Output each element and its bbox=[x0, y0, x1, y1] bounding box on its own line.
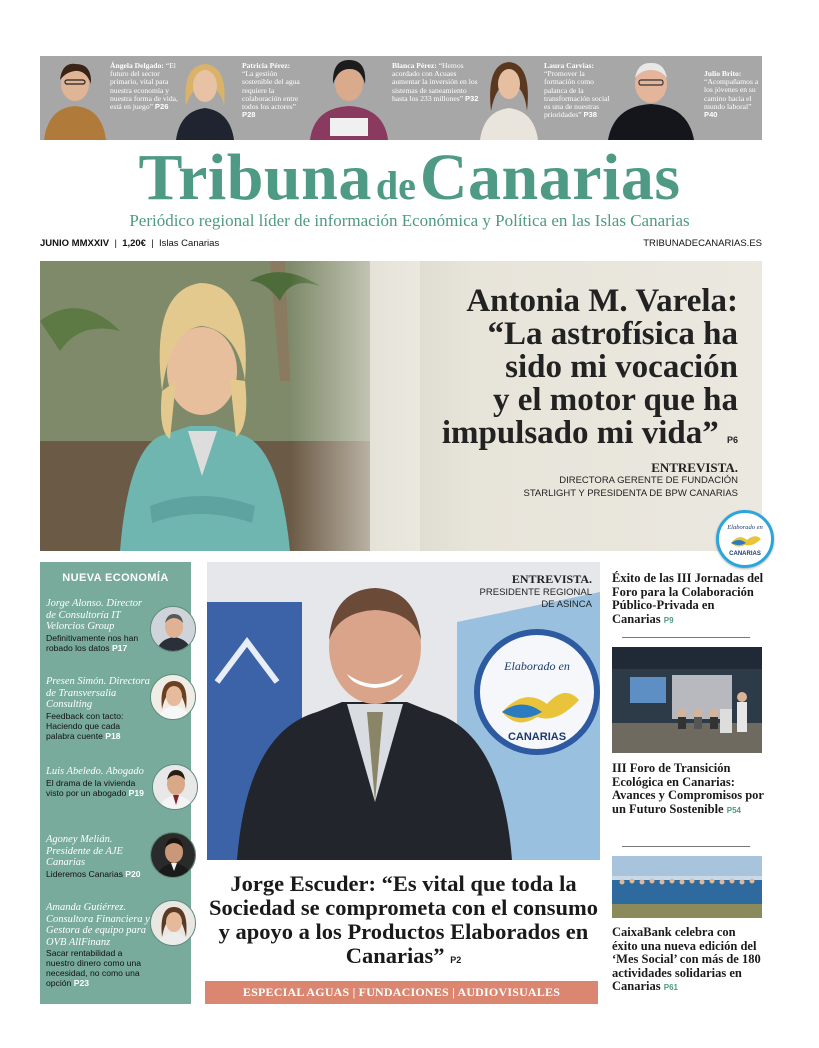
photo-logo-line1: Elaborado en bbox=[504, 659, 570, 673]
hero-headline-line-last bbox=[378, 417, 738, 457]
badge-line1: Elaborado en bbox=[727, 524, 763, 531]
sidebar-item-desc-text: Definitivamente nos han robado los datos bbox=[46, 632, 139, 653]
teaser-page: P26 bbox=[154, 102, 169, 112]
sidebar-item-presen-simon[interactable] bbox=[46, 676, 150, 741]
sidebar-item-page: P19 bbox=[128, 787, 144, 798]
teaser-name: Laura Carvias: bbox=[544, 61, 594, 70]
divider bbox=[622, 637, 750, 638]
sidebar-item-desc bbox=[46, 869, 150, 879]
avatar bbox=[150, 832, 196, 878]
sidebar-item-luis-abeledo[interactable] bbox=[46, 766, 150, 798]
teaser-photo-patricia-perez bbox=[170, 56, 240, 140]
sidebar-item-desc bbox=[46, 948, 150, 988]
sidebar-item-jorge-alonso[interactable] bbox=[46, 598, 150, 653]
sidebar-item-page: P18 bbox=[105, 730, 121, 741]
right-story-1[interactable] bbox=[612, 572, 764, 627]
hero-headline-line: Antonia M. Varela: bbox=[466, 283, 738, 319]
avatar bbox=[150, 900, 196, 946]
right-story-title: CaixaBank celebra con éxito una nueva edición del ‘Mes Social’ con más de 180 actividades solidarias en Canarias bbox=[612, 925, 761, 993]
teaser-quote: “Promover la formación como palanca de la transformación social es una de nuestras prioridades” bbox=[544, 69, 610, 120]
teaser-name: Julio Brito: bbox=[704, 69, 742, 78]
avatar-luis-abeledo bbox=[153, 765, 198, 810]
separator: | bbox=[151, 238, 154, 249]
sidebar-item-name: Presen Simón. Directora de Transversalia Consulting bbox=[46, 676, 150, 710]
sidebar-item-name: Jorge Alonso. Director de Consultoría IT Velorcios Group bbox=[46, 598, 143, 632]
masthead-tagline: Periódico regional líder de información Económica y Política en las Islas Canarias bbox=[129, 211, 690, 230]
hero-headline-line: sido mi vocación bbox=[505, 349, 738, 385]
right-story-page: P54 bbox=[726, 805, 741, 815]
right-story-3-photo[interactable] bbox=[612, 856, 762, 918]
masthead-word-de: de bbox=[375, 163, 416, 208]
separator: | bbox=[114, 238, 117, 249]
hero-story[interactable] bbox=[40, 261, 762, 551]
masthead-logo[interactable] bbox=[0, 140, 819, 214]
masthead-word-tribuna: Tribuna bbox=[138, 141, 372, 214]
teaser-quote: “Hemos acordado con Acuaes aumentar la inversión en los sistemas de saneamiento hasta los 233 millones” bbox=[392, 61, 478, 103]
sidebar-item-page: P17 bbox=[111, 642, 128, 653]
teaser-page: P28 bbox=[242, 110, 256, 120]
sidebar-item-amanda-gutierrez[interactable] bbox=[46, 902, 150, 988]
sidebar-item-page: P23 bbox=[73, 978, 90, 988]
main-story-headline[interactable] bbox=[207, 872, 600, 972]
sidebar-item-desc-text: Feedback con tacto: Haciendo que cada palabra cuente bbox=[46, 710, 124, 741]
sidebar-item-desc-text: Lideremos Canarias bbox=[46, 868, 123, 879]
teaser-quote: “El futuro del sector primario, vital para nuestra economía y nuestra forma de vida, está en juego” bbox=[110, 61, 178, 112]
badge-line2: CANARIAS bbox=[729, 551, 761, 557]
right-story-page: P9 bbox=[663, 615, 674, 625]
hero-headline-line: impulsado mi vida” bbox=[441, 415, 719, 451]
avatar bbox=[150, 606, 196, 652]
right-story-2-photo[interactable] bbox=[612, 647, 762, 753]
sidebar-item-page: P20 bbox=[125, 868, 141, 879]
masthead-word-canarias: Canarias bbox=[419, 141, 681, 214]
teaser-text-2[interactable] bbox=[242, 62, 308, 119]
teaser-photo-laura-carvias bbox=[474, 56, 544, 140]
right-story-title: III Foro de Transición Ecológica en Canarias: Avances y Compromisos por un Futuro Sostenible bbox=[612, 761, 764, 816]
photo-foro-transicion-ecologica bbox=[612, 647, 762, 753]
sidebar-heading: NUEVA ECONOMÍA bbox=[62, 572, 169, 584]
avatar-jorge-alonso bbox=[151, 607, 196, 652]
teaser-photo-julio-brito bbox=[606, 56, 696, 140]
top-teaser-strip bbox=[40, 56, 762, 140]
avatar-presen-simon bbox=[151, 675, 196, 720]
badge-logo-icon bbox=[719, 513, 771, 565]
sidebar-item-desc bbox=[46, 711, 150, 741]
teaser-name: Ángela Delgado: bbox=[110, 61, 164, 70]
avatar bbox=[150, 674, 196, 720]
special-sections-bar[interactable]: ESPECIAL AGUAS | FUNDACIONES | AUDIOVISUALES bbox=[205, 981, 598, 1004]
teaser-name: Blanca Pérez: bbox=[392, 61, 437, 70]
hero-subtitle: DIRECTORA GERENTE DE FUNDACIÓN STARLIGHT Y PRESIDENTA DE BPW CANARIAS bbox=[523, 475, 738, 499]
sidebar-item-desc bbox=[46, 778, 150, 798]
right-story-title: Éxito de las III Jornadas del Foro para la Colaboración Público-Privada en Canarias bbox=[612, 571, 764, 626]
avatar-agoney-melian bbox=[151, 833, 196, 878]
right-story-page: P61 bbox=[663, 983, 678, 992]
nueva-economia-sidebar bbox=[40, 562, 191, 1004]
hero-headline-line: y el motor que ha bbox=[492, 382, 738, 418]
sidebar-item-desc-text: Sacar rentabilidad a nuestro dinero como una necesidad, no como una opción bbox=[46, 948, 142, 988]
photo-caixabank-mes-social bbox=[612, 856, 762, 918]
website-link[interactable]: TRIBUNADECANARIAS.ES bbox=[643, 238, 762, 249]
issue-region: Islas Canarias bbox=[159, 238, 220, 249]
issue-price: 1,20€ bbox=[122, 238, 146, 249]
hero-page: P6 bbox=[726, 435, 738, 445]
main-headline-text: Jorge Escuder: “Es vital que toda la Sociedad se comprometa con el consumo y apoyo a los Productos Elaborados en Canarias” bbox=[209, 871, 598, 968]
main-story-photo[interactable] bbox=[207, 562, 600, 860]
sidebar-item-desc bbox=[46, 633, 150, 653]
sidebar-item-agoney-melian[interactable] bbox=[46, 834, 150, 879]
teaser-photo-blanca-perez bbox=[306, 56, 392, 140]
teaser-text-5[interactable] bbox=[704, 70, 760, 119]
issue-date: JUNIO MMXXIV bbox=[40, 238, 110, 249]
elaborado-en-canarias-badge bbox=[716, 510, 774, 568]
hero-headline[interactable] bbox=[378, 285, 738, 457]
avatar-amanda-gutierrez bbox=[151, 901, 196, 946]
teaser-quote: “Acompañamos a los jóvenes en su camino hacia el mundo laboral” bbox=[704, 77, 759, 111]
main-headline-page: P2 bbox=[450, 955, 462, 965]
hero-section-label: ENTREVISTA. bbox=[651, 460, 738, 475]
teaser-name: Patricia Pérez: bbox=[242, 61, 291, 70]
teaser-photo-angela-delgado bbox=[40, 56, 110, 140]
issue-info-line bbox=[40, 238, 762, 249]
photo-logo-line2: CANARIAS bbox=[507, 731, 567, 743]
teaser-text-4[interactable] bbox=[544, 62, 610, 119]
teaser-quote: “La gestión sostenible del agua requiere la colaboración entre todos los actores” bbox=[242, 69, 300, 112]
right-story-2[interactable] bbox=[612, 762, 764, 817]
sidebar-item-desc-text: El drama de la vivienda visto por un abogado bbox=[46, 777, 136, 798]
teaser-page: P38 bbox=[583, 110, 597, 120]
teaser-page: P40 bbox=[704, 110, 718, 120]
center-section-label bbox=[472, 572, 592, 611]
sidebar-item-name: Agoney Melián. Presidente de AJE Canarias bbox=[46, 834, 123, 868]
sidebar-item-name: Luis Abeledo. Abogado bbox=[46, 766, 144, 777]
divider bbox=[622, 846, 750, 847]
teaser-page: P32 bbox=[464, 93, 479, 103]
sidebar-item-name: Amanda Gutiérrez. Consultora Financiera y Gestora de equipo para OVB AllFinanz bbox=[46, 902, 150, 948]
center-label-sub: PRESIDENTE REGIONAL DE ASINCA bbox=[479, 587, 592, 610]
avatar bbox=[152, 764, 198, 810]
hero-headline-line: “La astrofísica ha bbox=[487, 316, 738, 352]
center-label-title: ENTREVISTA. bbox=[511, 572, 592, 586]
right-story-3[interactable] bbox=[612, 926, 764, 995]
teaser-text-3[interactable] bbox=[392, 62, 482, 103]
